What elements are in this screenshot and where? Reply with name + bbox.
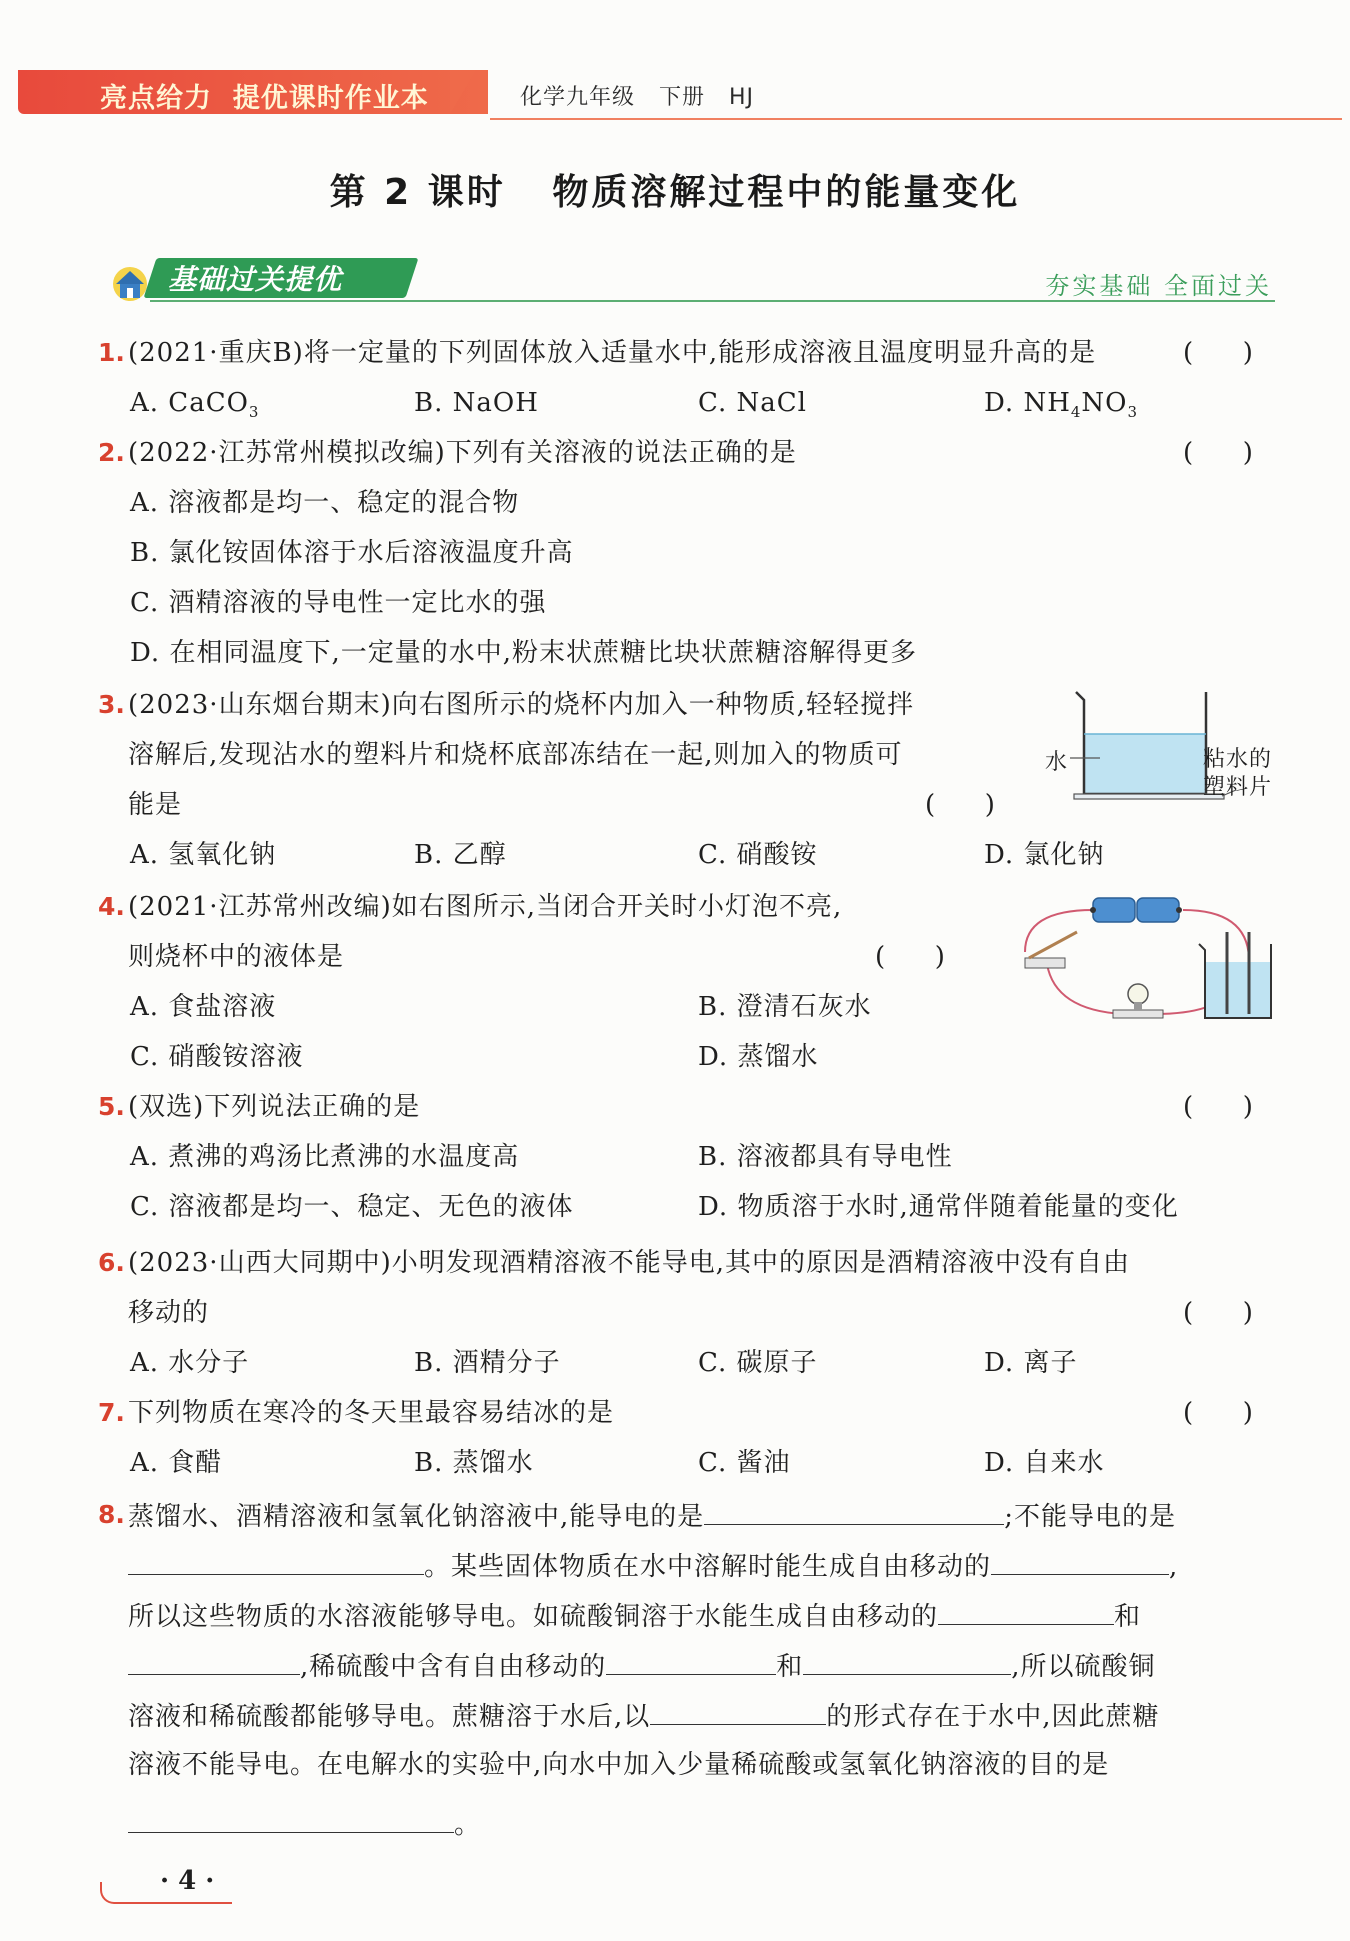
option-b: B. 蒸馏水 [414, 1448, 534, 1478]
option-c: C. 碳原子 [698, 1348, 818, 1378]
answer-blank[interactable] [803, 1648, 1011, 1675]
fill-text: 。 [128, 1806, 481, 1842]
question-stem-cont: 溶解后,发现沾水的塑料片和烧杯底部冻结在一起,则加入的物质可 [128, 740, 903, 770]
option-a: A. 食醋 [130, 1448, 223, 1478]
option-c: C. NaCl [698, 388, 807, 418]
page-number-hook [100, 1882, 132, 1904]
option-d: D. 在相同温度下,一定量的水中,粉末状蔗糖比块状蔗糖溶解得更多 [130, 638, 917, 668]
figure-label-plate: 粘水的 [1203, 747, 1273, 772]
page-title: 第 2 课时 物质溶解过程中的能量变化 [329, 172, 1021, 213]
option-d: D. $NH_4NO_3$ [984, 388, 1139, 422]
option-d: D. 氯化钠 [984, 840, 1105, 870]
option-d: D. 蒸馏水 [698, 1042, 819, 1072]
section-slogan: 夯实基础 全面过关 [1045, 272, 1272, 300]
section-label: 基础过关提优 [168, 263, 343, 296]
option-a: A. 氢氧化钠 [130, 840, 277, 870]
question-stem-cont: 则烧杯中的液体是 [128, 942, 345, 972]
option-b: B. 氯化铵固体溶于水后溶液温度升高 [130, 538, 574, 568]
option-c: C. 酒精溶液的导电性一定比水的强 [130, 588, 547, 618]
option-c: C. 酱油 [698, 1448, 791, 1478]
answer-blank[interactable] [128, 1806, 454, 1833]
question-stem: 下列物质在寒冷的冬天里最容易结冰的是 [128, 1398, 615, 1428]
page-number-rule [120, 1902, 232, 1904]
fill-text: 蒸馏水、酒精溶液和氢氧化钠溶液中,能导电的是 ;不能导电的是 [128, 1498, 1176, 1534]
question-number: 7. [98, 1398, 125, 1427]
option-b: B. 乙醇 [414, 840, 507, 870]
question-stem-cont: 移动的 [128, 1298, 210, 1328]
option-c: C. 溶液都是均一、稳定、无色的液体 [130, 1192, 574, 1222]
question-stem-cont: 能是 [128, 790, 183, 820]
option-a: A. 溶液都是均一、稳定的混合物 [130, 488, 520, 518]
question-number: 5. [98, 1092, 125, 1121]
fill-text: 。某些固体物质在水中溶解时能生成自由移动的 , [128, 1548, 1178, 1584]
answer-blank[interactable] [606, 1648, 776, 1675]
answer-blank[interactable] [128, 1648, 300, 1675]
answer-blank[interactable] [650, 1698, 826, 1725]
question-stem: (2021·江苏常州改编)如右图所示,当闭合开关时小灯泡不亮, [128, 892, 843, 922]
answer-paren: ( ) [1183, 1298, 1253, 1328]
option-d: D. 自来水 [984, 1448, 1105, 1478]
question-number: 8. [98, 1500, 125, 1529]
question-stem: (2023·山东烟台期末)向右图所示的烧杯内加入一种物质,轻轻搅拌 [128, 690, 914, 720]
answer-paren: ( ) [925, 790, 995, 820]
question-number: 3. [98, 690, 125, 719]
brand-title: 亮点给力 提优课时作业本 [100, 83, 429, 114]
question-number: 4. [98, 892, 125, 921]
option-a: A. 煮沸的鸡汤比煮沸的水温度高 [130, 1142, 520, 1172]
question-number: 2. [98, 438, 125, 467]
question-stem: (2021·重庆B)将一定量的下列固体放入适量水中,能形成溶液且温度明显升高的是 [128, 338, 1097, 368]
answer-paren: ( ) [875, 942, 945, 972]
answer-blank[interactable] [991, 1548, 1169, 1575]
option-b: B. 酒精分子 [414, 1348, 561, 1378]
question-number: 6. [98, 1248, 125, 1277]
question-stem: (双选)下列说法正确的是 [128, 1092, 421, 1122]
option-a: A. 食盐溶液 [130, 992, 277, 1022]
fill-text: 所以这些物质的水溶液能够导电。如硫酸铜溶于水能生成自由移动的 和 [128, 1598, 1141, 1634]
question-number: 1. [98, 338, 125, 367]
option-d: D. 物质溶于水时,通常伴随着能量的变化 [698, 1192, 1179, 1222]
answer-blank[interactable] [128, 1548, 424, 1575]
answer-blank[interactable] [938, 1598, 1114, 1625]
fill-text: ,稀硫酸中含有自由移动的 和 ,所以硫酸铜 [128, 1648, 1156, 1684]
circuit-figure [995, 888, 1275, 1038]
header-band-tip [450, 70, 476, 114]
figure-label-plate: 塑料片 [1203, 775, 1273, 800]
answer-paren: ( ) [1183, 1398, 1253, 1428]
question-stem: (2023·山西大同期中)小明发现酒精溶液不能导电,其中的原因是酒精溶液中没有自由 [128, 1248, 1130, 1278]
fill-text: 溶液不能导电。在电解水的实验中,向水中加入少量稀硫酸或氢氧化钠溶液的目的是 [128, 1750, 1110, 1780]
page-number: · 4 · [160, 1866, 215, 1896]
answer-paren: ( ) [1183, 438, 1253, 468]
figure-label-water: 水 [1045, 750, 1069, 775]
option-c: C. 硝酸铵溶液 [130, 1042, 304, 1072]
option-b: B. 澄清石灰水 [698, 992, 872, 1022]
answer-paren: ( ) [1183, 1092, 1253, 1122]
option-b: B. 溶液都具有导电性 [698, 1142, 953, 1172]
answer-blank[interactable] [704, 1498, 1004, 1525]
option-b: B. NaOH [414, 388, 539, 418]
question-stem: (2022·江苏常州模拟改编)下列有关溶液的说法正确的是 [128, 438, 797, 468]
option-d: D. 离子 [984, 1348, 1078, 1378]
header-rule [490, 118, 1342, 120]
option-a: A. CaCO$_3$ [130, 388, 260, 422]
answer-paren: ( ) [1183, 338, 1253, 368]
option-a: A. 水分子 [130, 1348, 250, 1378]
fill-text: 溶液和稀硫酸都能够导电。蔗糖溶于水后,以 的形式存在于水中,因此蔗糖 [128, 1698, 1160, 1734]
book-info: 化学九年级 下册 HJ [520, 85, 754, 110]
option-c: C. 硝酸铵 [698, 840, 818, 870]
